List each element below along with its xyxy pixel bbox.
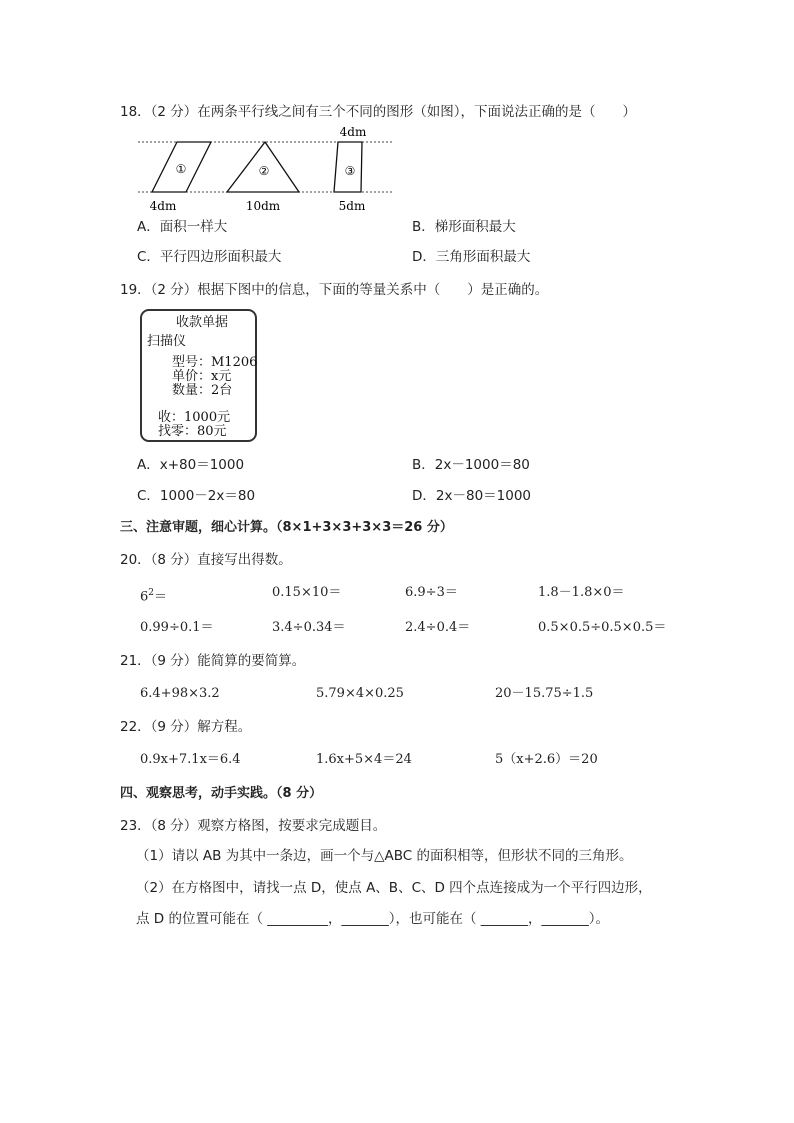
- q18-stem: 18．（2 分）在两条平行线之间有三个不同的图形（如图），下面说法正确的是（ ）: [120, 104, 637, 120]
- q20-item-7: 2.4÷0.4＝: [405, 620, 471, 635]
- q20-item-2: 0.15×10＝: [272, 585, 342, 600]
- receipt-box: [140, 309, 257, 442]
- q23-part-3: 点 D 的位置可能在（ _________，_______），也可能在（ _______，_______）。: [136, 911, 610, 927]
- q19-stem: 19．（2 分）根据下图中的信息，下面的等量关系中（ ）是正确的。: [120, 282, 549, 298]
- q21-stem: 21．（9 分）能简算的要简算。: [120, 653, 306, 669]
- receipt-title: 收款单据: [176, 315, 229, 330]
- q18-option-c: C．平行四边形面积最大: [137, 249, 282, 265]
- section-4-heading: 四、观察思考，动手实践。（8 分）: [120, 786, 323, 801]
- q23-part-1: （1）请以 AB 为其中一条边，画一个与△ABC 的面积相等，但形状不同的三角形。: [136, 848, 633, 864]
- q20-item-3: 6.9÷3＝: [405, 585, 458, 600]
- q18-option-a: A．面积一样大: [137, 219, 228, 235]
- q20-item-8: 0.5×0.5÷0.5×0.5＝: [538, 620, 667, 635]
- q18-option-b: B．梯形面积最大: [412, 219, 516, 235]
- q18-option-d: D．三角形面积最大: [412, 249, 531, 265]
- q20-item-1-tail: ＝: [154, 589, 168, 605]
- q22-item-3: 5（x+2.6）＝20: [495, 752, 598, 767]
- q19-option-b: B．2x－1000＝80: [412, 457, 530, 473]
- q20-item-6: 3.4÷0.34＝: [272, 620, 346, 635]
- receipt-model: 型号：M1206: [172, 355, 258, 370]
- q21-item-3: 20－15.75÷1.5: [495, 686, 594, 701]
- q23-stem: 23．（8 分）观察方格图，按要求完成题目。: [120, 818, 387, 834]
- q23-part-2: （2）在方格图中，请找一点 D，使点 A、B、C、D 四个点连接成为一个平行四边形，: [136, 880, 652, 896]
- top-label: 4dm: [339, 125, 367, 139]
- shape-mark-1: ①: [175, 162, 187, 176]
- q20-item-5: 0.99÷0.1＝: [140, 620, 214, 635]
- receipt-item: 扫描仪: [147, 334, 187, 349]
- q21-item-2: 5.79×4×0.25: [316, 686, 404, 701]
- q18-figure: [134, 124, 396, 216]
- receipt-price: 单价：x元: [172, 369, 232, 384]
- shape-mark-3: ③: [344, 164, 356, 178]
- bottom-label-3: 5dm: [338, 199, 366, 213]
- q20-item-4: 1.8－1.8×0＝: [538, 585, 625, 600]
- q20-item-1: [140, 584, 167, 606]
- q22-stem: 22．（9 分）解方程。: [120, 719, 252, 735]
- receipt-change: 找零：80元: [158, 424, 227, 439]
- shape-mark-2: ②: [258, 164, 270, 178]
- receipt-received: 收：1000元: [158, 410, 231, 425]
- q20-item-1-exponent: 2: [148, 588, 155, 598]
- q19-option-d: D．2x－80＝1000: [412, 488, 532, 504]
- q19-option-a: A．x+80＝1000: [137, 457, 245, 473]
- bottom-label-1: 4dm: [149, 199, 177, 213]
- bottom-label-2: 10dm: [245, 199, 281, 213]
- q22-item-2: 1.6x+5×4＝24: [316, 752, 412, 767]
- q22-item-1: 0.9x+7.1x＝6.4: [140, 752, 241, 767]
- q21-item-1: 6.4+98×3.2: [140, 686, 220, 701]
- section-3-heading: 三、注意审题，细心计算。（8×1+3×3+3×3＝26 分）: [120, 520, 453, 535]
- q20-item-1-base: 6: [140, 589, 149, 605]
- q19-option-c: C．1000－2x＝80: [137, 488, 256, 504]
- receipt-qty: 数量：2台: [172, 383, 233, 398]
- q20-stem: 20．（8 分）直接写出得数。: [120, 552, 292, 568]
